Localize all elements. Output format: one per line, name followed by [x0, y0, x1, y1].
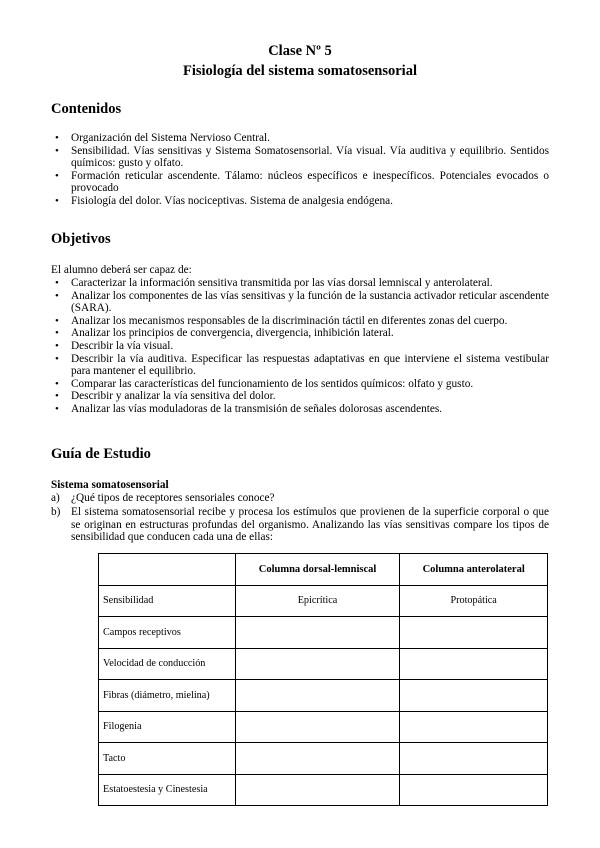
table-row	[99, 585, 548, 617]
contenidos-heading: Contenidos	[51, 101, 122, 117]
list-item: • Describir la vía auditiva. Especificar las respuestas adaptativas en que interviene el sistema vestibular para mantener el equilibrio.	[51, 353, 549, 378]
section-title: Sistema somatosensorial	[51, 479, 169, 491]
dorsal-cell	[235, 648, 400, 680]
page-subtitle: Fisiología del sistema somatosensorial	[182, 63, 417, 79]
page-title: Clase Nº 5	[268, 43, 332, 59]
list-item: • Comparar las características del funcionamiento de los sentidos químicos: olfato y gusto.	[51, 378, 549, 391]
list-item: • Analizar los principios de convergencia, divergencia, inhibición lateral.	[51, 327, 549, 340]
table-row	[99, 617, 548, 649]
question-a	[51, 492, 549, 505]
objetivos-list	[51, 277, 549, 416]
dorsal-cell: Epicrítica	[235, 585, 400, 617]
table-header: Columna anterolateral	[400, 554, 548, 586]
dorsal-cell	[235, 743, 400, 775]
dorsal-cell	[235, 774, 400, 806]
row-label: Velocidad de conducción	[99, 648, 236, 680]
table-row	[99, 680, 548, 712]
antero-cell	[400, 617, 548, 649]
question-text: ¿Qué tipos de receptores sensoriales conoce?	[71, 492, 275, 504]
antero-cell	[400, 680, 548, 712]
list-item: • Fisiología del dolor. Vías nociceptivas. Sistema de analgesia endógena.	[51, 195, 549, 208]
dorsal-cell	[235, 711, 400, 743]
question-b	[51, 506, 549, 544]
antero-cell: Protopática	[400, 585, 548, 617]
row-label: Filogenia	[99, 711, 236, 743]
row-label: Campos receptivos	[99, 617, 236, 649]
question-label: b)	[51, 506, 61, 518]
guia-heading: Guía de Estudio	[51, 446, 151, 462]
question-text: El sistema somatosensorial recibe y procesa los estímulos que provienen de la superficie corporal o que se originan en estructuras profundas del organismo. Analizando las vías sensitivas compare los tipos de sensibilidad que conducen cada una de ellas:	[71, 506, 549, 544]
contenidos-list	[51, 132, 549, 208]
table-header	[99, 554, 236, 586]
table-row	[99, 711, 548, 743]
list-item: • Formación reticular ascendente. Tálamo: núcleos específicos e inespecíficos. Potenciales evocados o provocado	[51, 170, 549, 195]
row-label: Fibras (diámetro, mielina)	[99, 680, 236, 712]
question-label: a)	[51, 492, 60, 504]
table-row	[99, 774, 548, 806]
list-item: • Analizar los mecanismos responsables de la discriminación táctil en diferentes zonas del cuerpo.	[51, 315, 549, 328]
table-header: Columna dorsal-lemniscal	[235, 554, 400, 586]
table-row	[99, 648, 548, 680]
antero-cell	[400, 743, 548, 775]
antero-cell	[400, 774, 548, 806]
list-item: • Analizar los componentes de las vías sensitivas y la función de la sustancia activador reticular ascendente (SARA).	[51, 290, 549, 315]
list-item: • Describir y analizar la vía sensitiva del dolor.	[51, 390, 549, 403]
list-item: • Analizar las vías moduladoras de la transmisión de señales dolorosas ascendentes.	[51, 403, 549, 416]
list-item: • Organización del Sistema Nervioso Central.	[51, 132, 549, 145]
row-label: Sensibilidad	[99, 585, 236, 617]
dorsal-cell	[235, 617, 400, 649]
comparison-table	[98, 553, 548, 806]
objetivos-intro: El alumno deberá ser capaz de:	[51, 264, 192, 276]
table-header-row	[99, 554, 548, 586]
row-label: Estatoestesia y Cinestesia	[99, 774, 236, 806]
list-item: • Describir la vía visual.	[51, 340, 549, 353]
table-row	[99, 743, 548, 775]
antero-cell	[400, 648, 548, 680]
dorsal-cell	[235, 680, 400, 712]
list-item: • Caracterizar la información sensitiva transmitida por las vías dorsal lemniscal y anterolateral.	[51, 277, 549, 290]
list-item: • Sensibilidad. Vías sensitivas y Sistema Somatosensorial. Vía visual. Vía auditiva y equilibrio. Sentidos químicos: gusto y olfato.	[51, 145, 549, 170]
antero-cell	[400, 711, 548, 743]
objetivos-heading: Objetivos	[51, 231, 111, 247]
row-label: Tacto	[99, 743, 236, 775]
